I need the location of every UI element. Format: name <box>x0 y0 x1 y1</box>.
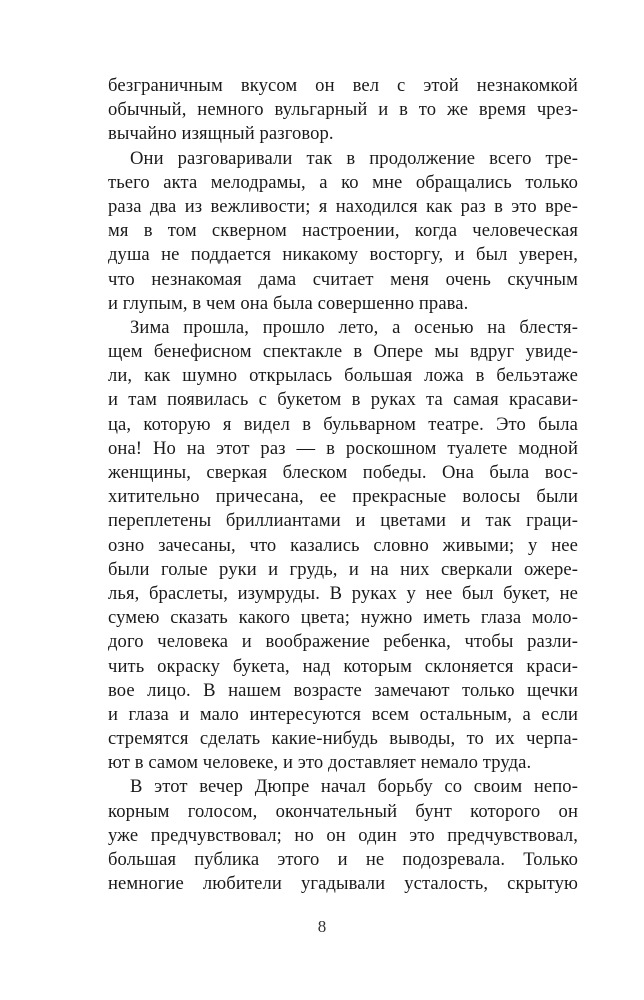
text-line: большая публика этого и не подозревала. Только <box>108 849 578 870</box>
text-line: В этот вечер Дюпре начал борьбу со своим непо- <box>130 776 578 798</box>
text-line: ца, которую я видел в бульварном театре. Это была <box>108 413 578 435</box>
text-line: Они разговаривали так в продолжение всего тре- <box>130 147 578 169</box>
text-line: Зима прошла, прошло лето, а осенью на блестя- <box>130 316 578 338</box>
text-line: мя в том скверном настроении, когда человеческая <box>108 220 578 242</box>
text-line: стремятся сделать какие-нибудь выводы, то их черпа- <box>108 728 578 750</box>
text-line: корным голосом, окончательный бунт которого он <box>108 800 578 822</box>
text-line: женщины, сверкая блеском победы. Она была вос- <box>108 462 578 483</box>
text-line: вычайно изящный разговор. <box>108 123 334 145</box>
text-line: переплетены бриллиантами и цветами и так граци- <box>108 510 578 532</box>
text-line: что незнакомая дама считает меня очень скучным <box>108 268 578 290</box>
text-line: лья, браслеты, изумруды. В руках у нее был букет, не <box>108 582 578 604</box>
paragraph-3 <box>108 316 578 776</box>
text-line: немногие любители угадывали усталость, скрытую <box>108 873 578 895</box>
text-line: дого человека и воображение ребенка, чтобы разли- <box>108 631 578 653</box>
text-line: она! Но на этот раз — в роскошном туалете модной <box>108 437 578 459</box>
text-line: безграничным вкусом он вел с этой незнакомкой <box>108 75 578 96</box>
text-line: сумею сказать какого цвета; нужно иметь глаза моло- <box>108 607 578 629</box>
text-line: и там появилась с букетом в руках та самая красави- <box>108 389 578 411</box>
text-line: чить окраску букета, над которым склоняется краси- <box>108 655 578 677</box>
text-line: ли, как шумно открылась большая ложа в бельэтаже <box>108 365 578 387</box>
text-line: тьего акта мелодрамы, а ко мне обращались только <box>108 171 578 193</box>
text-line: раза два из вежливости; я находился как раз в это вре- <box>108 195 578 217</box>
text-line: и глаза и мало интересуются всем остальным, а если <box>108 703 578 725</box>
body-text <box>108 74 578 896</box>
text-line: хитительно причесана, ее прекрасные волосы были <box>108 486 578 508</box>
text-line: ют в самом человеке, и это доставляет немало труда. <box>108 752 532 774</box>
paragraph-1 <box>108 74 578 147</box>
page-number: 8 <box>317 917 327 936</box>
text-line: обычный, немного вульгарный и в то же время чрез- <box>108 99 578 121</box>
text-line: вое лицо. В нашем возрасте замечают только щечки <box>108 679 578 701</box>
paragraph-2 <box>108 147 578 316</box>
text-line: уже предчувствовал; но он один это предчувствовал, <box>108 824 578 846</box>
text-line: были голые руки и грудь, и на них сверкали ожере- <box>108 558 578 580</box>
text-line: озно зачесаны, что казались словно живыми; у нее <box>108 534 578 556</box>
paragraph-4 <box>108 775 578 896</box>
text-line: щем бенефисном спектакле в Опере мы вдруг увиде- <box>108 341 578 363</box>
text-line: душа не поддается никакому восторгу, и был уверен, <box>108 244 578 266</box>
text-line: и глупым, в чем она была совершенно права. <box>108 292 469 314</box>
